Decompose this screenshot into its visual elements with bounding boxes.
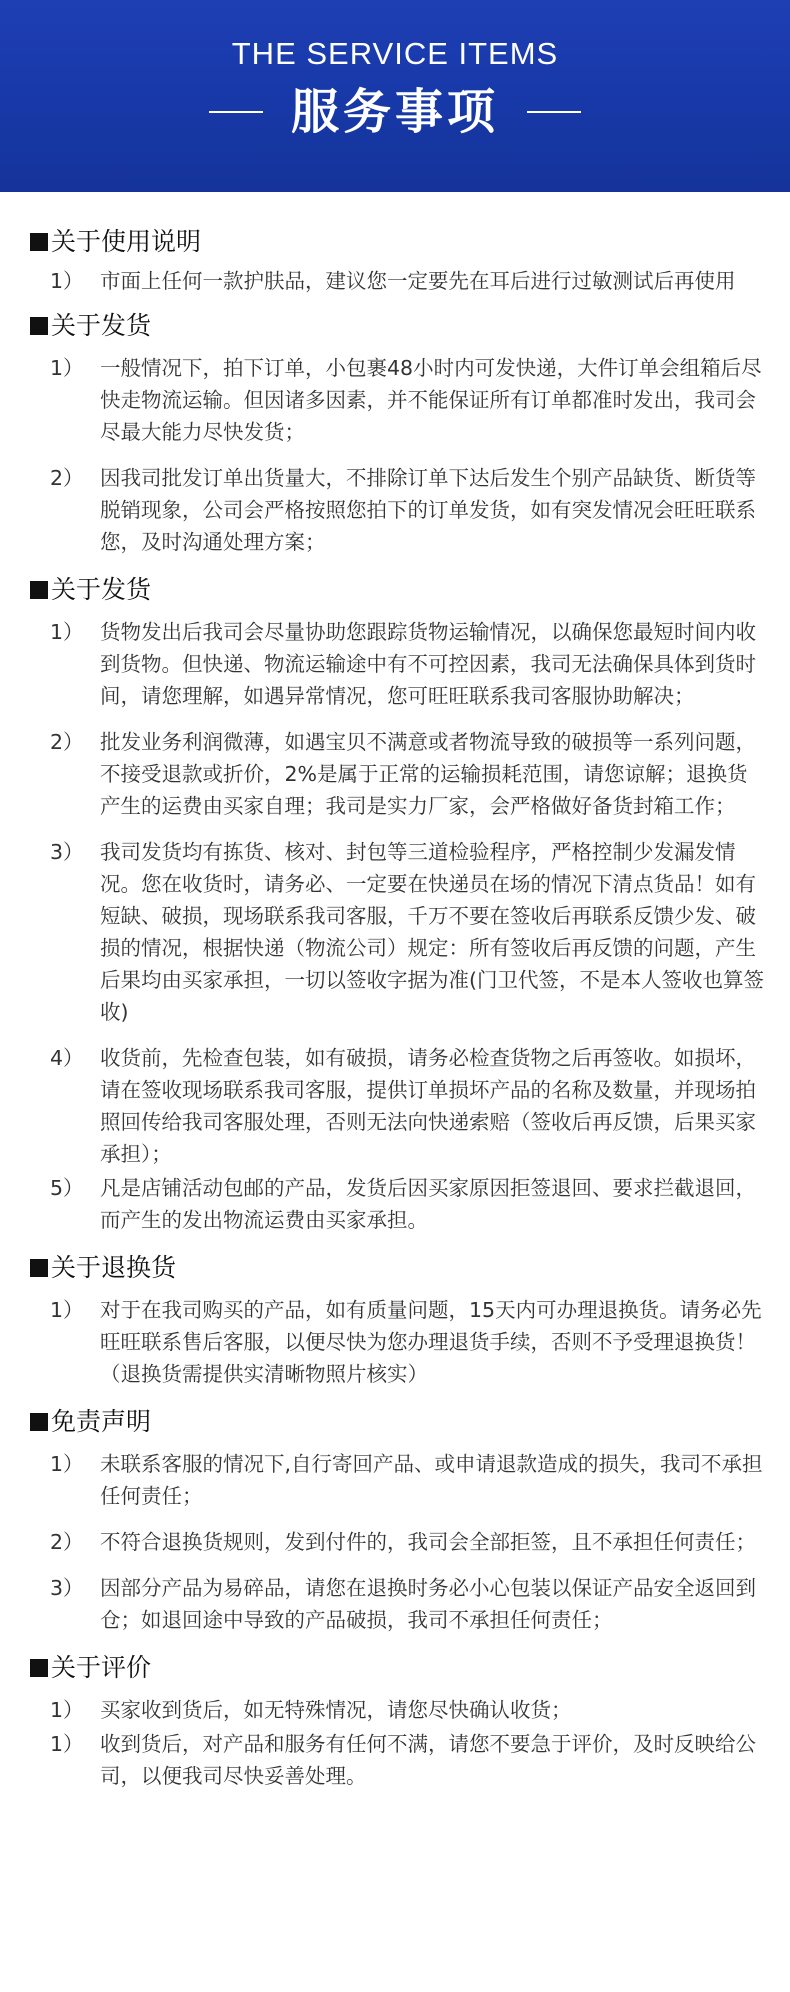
list-item: 1） 一般情况下，拍下订单，小包裹48小时内可发快递，大件订单会组箱后尽快走物流运输。但因诸多因素，并不能保证所有订单都准时发出，我司会尽最大能力尽快发货； bbox=[50, 356, 762, 444]
list-item: 3） 因部分产品为易碎品，请您在退换时务必小心包装以保证产品安全返回到仓；如退回途中导致的产品破损，我司不承担任何责任； bbox=[50, 1576, 756, 1632]
list-item: 1） 收到货后，对产品和服务有任何不满，请您不要急于评价，及时反映给公司，以便我司尽快妥善处理。 bbox=[50, 1732, 756, 1788]
section-title-shipping-2: 关于发货 bbox=[30, 572, 768, 608]
list-item: 2） 不符合退换货规则，发到付件的，我司会全部拒签，且不承担任何责任； bbox=[50, 1530, 756, 1554]
square-bullet-icon bbox=[30, 1413, 48, 1431]
list-item: 1） 对于在我司购买的产品，如有质量问题，15天内可办理退换货。请务必先旺旺联系售后客服，以便尽快为您办理退货手续，否则不予受理退换货！（退换货需提供实清晰物照片核实） bbox=[50, 1298, 762, 1386]
header-title-cn: 服务事项 bbox=[290, 84, 499, 140]
list-item: 1） 未联系客服的情况下,自行寄回产品、或申请退款造成的损失，我司不承担任何责任； bbox=[50, 1452, 763, 1508]
header-title-row bbox=[0, 82, 790, 142]
section-title-returns: 关于退换货 bbox=[30, 1250, 768, 1286]
list-item: 3） 我司发货均有拣货、核对、封包等三道检验程序，严格控制少发漏发情况。您在收货时，请务必、一定要在快递员在场的情况下清点货品！如有短缺、破损，现场联系我司客服，千万不要在签收后再联系反馈少发、破损的情况，根据快递（物流公司）规定：所有签收后再反馈的问题，产生后果均由买家承担，一切以签收字据为准(门卫代签，不是本人签收也算签收) bbox=[50, 840, 764, 1024]
list-item: 1） 市面上任何一款护肤品，建议您一定要先在耳后进行过敏测试后再使用 bbox=[50, 269, 736, 293]
square-bullet-icon bbox=[30, 317, 48, 335]
list-item: 1） 买家收到货后，如无特殊情况，请您尽快确认收货； bbox=[50, 1698, 572, 1722]
list-item: 4） 收货前，先检查包装，如有破损，请务必检查货物之后再签收。如损坏，请在签收现场联系我司客服，提供订单损坏产品的名称及数量，并现场拍照回传给我司客服处理，否则无法向快递索赔（签收后再反馈，后果买家承担）； bbox=[50, 1046, 756, 1166]
list-item: 2） 批发业务利润微薄，如遇宝贝不满意或者物流导致的破损等一系列问题，不接受退款或折价，2%是属于正常的运输损耗范围，请您谅解；退换货产生的运费由买家自理；我司是实力厂家，会严格做好备货封箱工作； bbox=[50, 730, 756, 818]
list-item: 2） 因我司批发订单出货量大，不排除订单下达后发生个别产品缺货、断货等脱销现象，公司会严格按照您拍下的订单发货，如有突发情况会旺旺联系您，及时沟通处理方案； bbox=[50, 466, 756, 554]
header-right-rule bbox=[527, 111, 581, 113]
content-body bbox=[0, 192, 790, 1792]
section-title-usage: 关于使用说明 bbox=[30, 224, 768, 260]
square-bullet-icon bbox=[30, 581, 48, 599]
square-bullet-icon bbox=[30, 1259, 48, 1277]
header-left-rule bbox=[209, 111, 263, 113]
square-bullet-icon bbox=[30, 1659, 48, 1677]
list-item: 1） 货物发出后我司会尽量协助您跟踪货物运输情况，以确保您最短时间内收到货物。但快递、物流运输途中有不可控因素，我司无法确保具体到货时间，请您理解，如遇异常情况，您可旺旺联系我司客服协助解决； bbox=[50, 620, 756, 708]
section-title-shipping: 关于发货 bbox=[30, 308, 768, 344]
header-title-en: THE SERVICE ITEMS bbox=[231, 36, 559, 71]
page-header bbox=[0, 0, 790, 192]
square-bullet-icon bbox=[30, 233, 48, 251]
list-item: 5） 凡是店铺活动包邮的产品，发货后因买家原因拒签退回、要求拦截退回，而产生的发出物流运费由买家承担。 bbox=[50, 1176, 756, 1232]
section-title-reviews: 关于评价 bbox=[30, 1650, 768, 1686]
section-title-disclaimer: 免责声明 bbox=[30, 1404, 768, 1440]
